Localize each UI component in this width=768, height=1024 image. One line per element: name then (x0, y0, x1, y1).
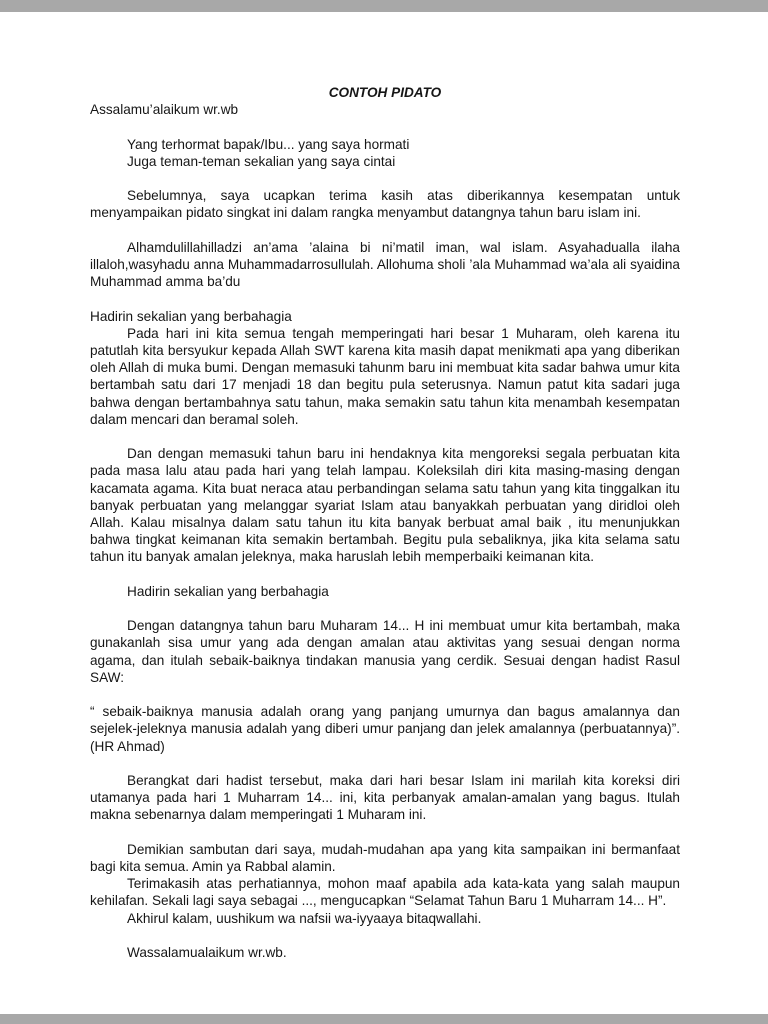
viewer-gutter-top (0, 0, 768, 12)
paragraph: Terimakasih atas perhatiannya, mohon maaf apabila ada kata-kata yang salah maupun kehilafan. Sekali lagi saya sebagai ..., mengucapkan “Selamat Tahun Baru 1 Muharram 14... H”. (90, 876, 680, 909)
paragraph: Dan dengan memasuki tahun baru ini hendaknya kita mengoreksi segala perbuatan kita pada masa lalu atau pada hari yang telah lampau. Koleksilah diri kita masing-masing dengan kacamata agama. Kita buat neraca atau perbandingan selama satu tahun yang kita tinggalkan itu banyak perbuatan yang melanggar syariat Islam atau banyakkah perbuatan yang diridloi oleh Allah. Kalau misalnya dalam satu tahun itu kita banyak berbuat amal baik , itu menunjukkan bahwa tingkat keimanan kita semakin bertambah. Begitu pula sebaliknya, jika kita selama satu tahun itu banyak amalan jeleknya, maka haruslah lebih memperbaiki keimanan kita. (90, 446, 680, 565)
section-heading: Hadirin sekalian yang berbahagia (90, 308, 292, 324)
paragraph: Pada hari ini kita semua tengah memperingati hari besar 1 Muharam, oleh karena itu patutlah kita bersyukur kepada Allah SWT karena kita masih dapat menikmati apa yang diberikan oleh Allah di muka bumi. Dengan memasuki tahunm baru ini membuat kita sadar bahwa umur kita bertambah satu dari 17 menjadi 18 dan begitu pula seterusnya. Namun patut kita sadari juga bahwa dengan bertambahnya satu tahun, maka semakin satu tahun kita menambah kesempatan dalam mencari dan beramal soleh. (90, 325, 680, 427)
salutation-opening: Assalamu’alaikum wr.wb (90, 102, 239, 118)
salutation-closing: Wassalamualaikum wr.wb. (127, 944, 287, 960)
document-title: CONTOH PIDATO (328, 85, 442, 100)
greeting-line: Juga teman-teman sekalian yang saya cintai (127, 153, 396, 169)
paragraph: Demikian sambutan dari saya, mudah-mudahan apa yang kita sampaikan ini bermanfaat bagi kita semua. Amin ya Rabbal alamin. (90, 841, 680, 874)
document-body (0, 12, 768, 961)
viewer-gutter-bottom (0, 1014, 768, 1024)
document-page (0, 12, 768, 1014)
paragraph: Alhamdulillahilladzi an’ama ’alaina bi ni’matil iman, wal islam. Asyahadualla ilaha illaloh,wasyhadu anna Muhammadarrosullulah. Allohuma sholi ’ala Muhammad wa’ala ali syaidina Muhammad amma ba’du (90, 239, 680, 290)
paragraph: Sebelumnya, saya ucapkan terima kasih atas diberikannya kesempatan untuk menyampaikan pidato singkat ini dalam rangka menyambut datangnya tahun baru islam ini. (90, 188, 680, 221)
section-heading: Hadirin sekalian yang berbahagia (127, 583, 329, 599)
hadith-quote: “ sebaik-baiknya manusia adalah orang yang panjang umurnya dan bagus amalannya dan sejelek-jeleknya manusia adalah yang diberi umur panjang dan jelek amalannya (perbuatannya)”. (HR Ahmad) (90, 704, 680, 754)
closing-line: Akhirul kalam, uushikum wa nafsii wa-iyyaaya bitaqwallahi. (127, 910, 482, 926)
paragraph: Berangkat dari hadist tersebut, maka dari hari besar Islam ini marilah kita koreksi diri utamanya pada hari 1 Muharram 14... ini, kita perbanyak amalan-amalan yang bagus. Itulah makna sebenarnya dalam memperingati 1 Muharam ini. (90, 772, 680, 823)
paragraph: Dengan datangnya tahun baru Muharam 14... H ini membuat umur kita bertambah, maka gunakanlah sisa umur yang ada dengan amalan atau aktivitas yang sesuai dengan norma agama, dan itulah sebaik-baiknya tindakan manusia yang cerdik. Sesuai dengan hadist Rasul SAW: (90, 618, 680, 685)
greeting-line: Yang terhormat bapak/Ibu... yang saya hormati (127, 136, 410, 152)
